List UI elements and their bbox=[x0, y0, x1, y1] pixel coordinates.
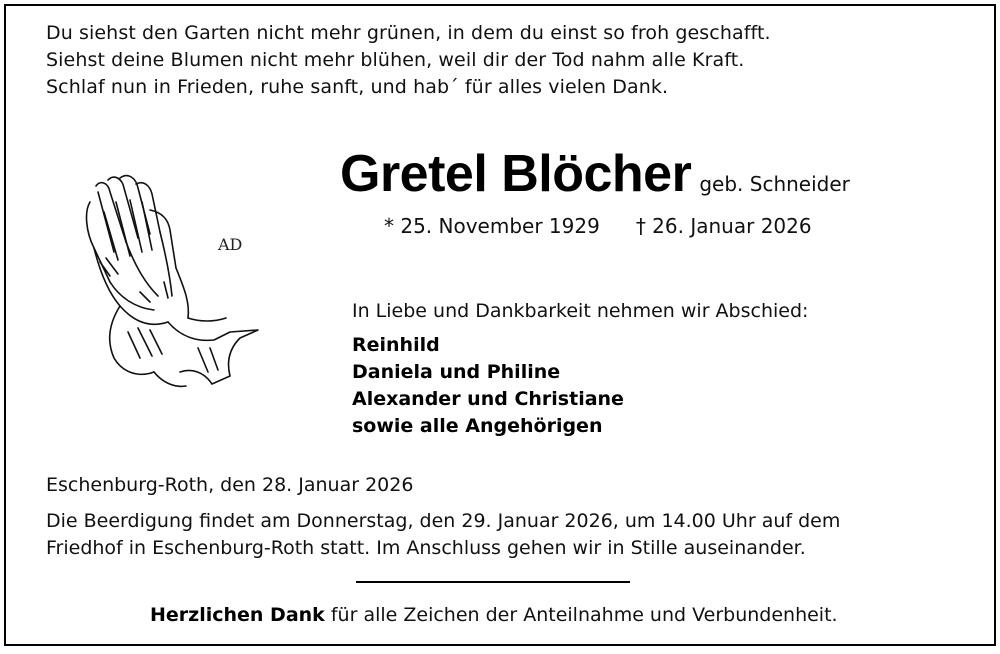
poem-line: Schlaf nun in Frieden, ruhe sanft, und hab´ für alles vielen Dank. bbox=[46, 76, 669, 98]
farewell-text: In Liebe und Dankbarkeit nehmen wir Abschied: bbox=[352, 300, 809, 322]
divider bbox=[356, 581, 630, 583]
place-date: Eschenburg-Roth, den 28. Januar 2026 bbox=[46, 474, 414, 496]
obituary-card bbox=[4, 4, 996, 646]
mourner: Daniela und Philine bbox=[352, 361, 561, 383]
thanks-bold: Herzlichen Dank bbox=[150, 604, 325, 626]
mourner: Reinhild bbox=[352, 334, 440, 356]
poem-line: Siehst deine Blumen nicht mehr blühen, weil dir der Tod nahm alle Kraft. bbox=[46, 49, 745, 71]
thanks-rest: für alle Zeichen der Anteilnahme und Verbundenheit. bbox=[324, 604, 838, 626]
praying-hands-icon bbox=[80, 172, 272, 394]
birth-date: * 25. November 1929 bbox=[384, 214, 600, 238]
mourner: sowie alle Angehörigen bbox=[352, 415, 603, 437]
funeral-notice bbox=[46, 508, 840, 562]
mourner: Alexander und Christiane bbox=[352, 388, 624, 410]
monogram: AD bbox=[218, 235, 243, 254]
maiden-name: geb. Schneider bbox=[699, 172, 850, 196]
funeral-line: Friedhof in Eschenburg-Roth statt. Im Anschluss gehen wir in Stille auseinander. bbox=[46, 537, 806, 559]
thanks-text bbox=[150, 604, 838, 626]
deceased-name: Gretel Blöcher bbox=[340, 145, 692, 203]
life-dates bbox=[384, 214, 812, 238]
poem bbox=[46, 20, 771, 101]
funeral-line: Die Beerdigung findet am Donnerstag, den 29. Januar 2026, um 14.00 Uhr auf dem bbox=[46, 510, 841, 532]
poem-line: Du siehst den Garten nicht mehr grünen, in dem du einst so froh geschafft. bbox=[46, 22, 771, 44]
mourners-list bbox=[352, 332, 624, 440]
deceased-name-line bbox=[340, 144, 850, 204]
death-date: † 26. Januar 2026 bbox=[635, 214, 812, 238]
